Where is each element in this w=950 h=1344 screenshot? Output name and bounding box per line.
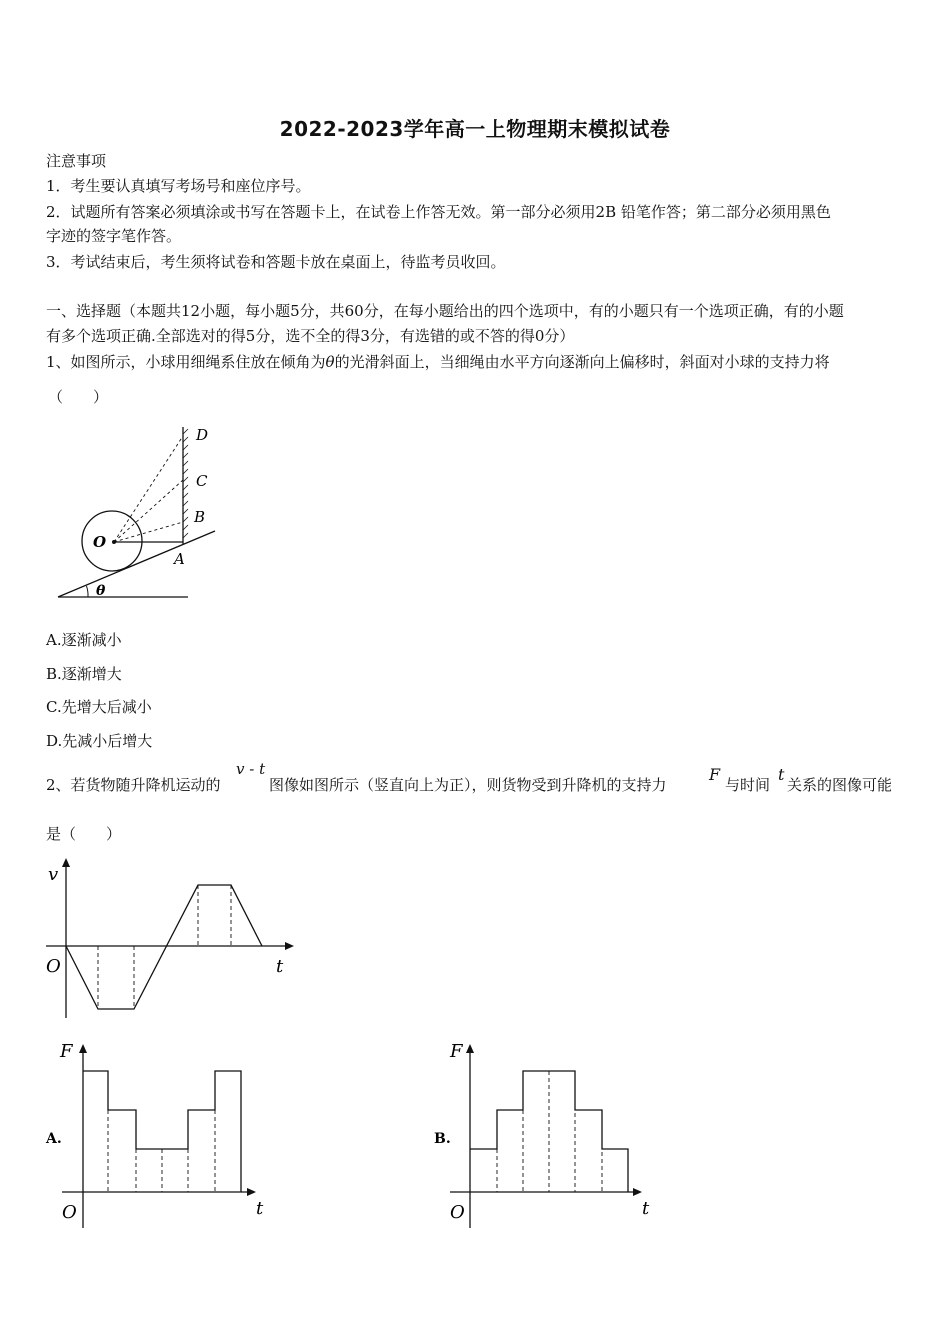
q1-figure [50, 420, 225, 605]
q2-text-c: 与时间 [725, 776, 771, 794]
q2-text-a: 2、若货物随升降机运动的 [46, 776, 221, 794]
page-title: 2022-2023学年高一上物理期末模拟试卷 [279, 117, 671, 141]
section1-line2: 有多个选项正确.全部选对的得5分，选不全的得3分，有选错的或不答的得0分） [46, 327, 575, 345]
q2-graph-a-label-t: t [256, 1198, 264, 1219]
notice-item-1: 1．考生要认真填写考场号和座位序号。 [46, 177, 311, 195]
q2-graph-b-label-o: O [450, 1202, 465, 1223]
section1-line1: 一、选择题（本题共12小题，每小题5分，共60分，在每小题给出的四个选项中，有的小题只有一个选项正确，有的小题 [46, 302, 844, 320]
q1-option-b: B.逐渐增大 [46, 665, 122, 683]
q1-stem [46, 352, 830, 372]
q2-f-symbol: F [709, 765, 721, 784]
q1-fig-label-d: D [196, 426, 209, 444]
q1-fig-label-theta: θ [96, 583, 106, 599]
notice-item-2a: 2．试题所有答案必须填涂或书写在答题卡上，在试卷上作答无效。第一部分必须用2B 铅笔作答；第二部分必须用黑色 [46, 203, 831, 221]
q1-fig-label-b: B [194, 508, 206, 526]
q1-theta: θ [325, 353, 335, 371]
q1-option-a: A.逐渐减小 [46, 631, 122, 649]
q2-line2: 是（ ） [46, 825, 122, 843]
q2-graph-a [40, 1036, 280, 1231]
q1-text-a: 1、如图所示，小球用细绳系住放在倾角为 [46, 353, 326, 371]
q2-text-d: 关系的图像可能 [787, 776, 893, 794]
q1-fig-label-c: C [196, 472, 208, 490]
notice-item-3: 3．考试结束后，考生须将试卷和答题卡放在桌面上，待监考员收回。 [46, 253, 506, 271]
notice-heading: 注意事项 [46, 152, 107, 170]
q2-vt-label-v: v [48, 864, 59, 885]
q2-vt-label-o: O [46, 956, 61, 977]
q2-text-b: 图像如图所示（竖直向上为正），则货物受到升降机的支持力 [269, 776, 667, 794]
q2-graph-b-label-f: F [450, 1041, 463, 1062]
q1-fig-label-o: O [93, 533, 107, 551]
q2-graph-b [430, 1036, 670, 1231]
q2-graph-a-label-f: F [60, 1041, 73, 1062]
q2-graph-a-label-o: O [62, 1202, 77, 1223]
q2-graph-a-option-label: A. [46, 1131, 62, 1147]
q2-vt-graph [40, 858, 300, 1020]
q2-t-symbol: t [778, 765, 785, 784]
q1-option-c: C.先增大后减小 [46, 698, 152, 716]
q2-vt-symbol: v - t [236, 760, 266, 778]
q1-paren: （ ） [48, 388, 109, 406]
q2-graph-b-label-t: t [642, 1198, 650, 1219]
q1-option-d: D.先减小后增大 [46, 732, 153, 750]
notice-item-2b: 字迹的签字笔作答。 [46, 227, 182, 245]
q1-fig-label-a: A [174, 550, 185, 568]
q2-vt-label-t: t [276, 956, 284, 977]
q2-graph-b-option-label: B. [434, 1131, 451, 1147]
q1-text-b: 的光滑斜面上，当细绳由水平方向逐渐向上偏移时，斜面对小球的支持力将 [334, 353, 830, 371]
